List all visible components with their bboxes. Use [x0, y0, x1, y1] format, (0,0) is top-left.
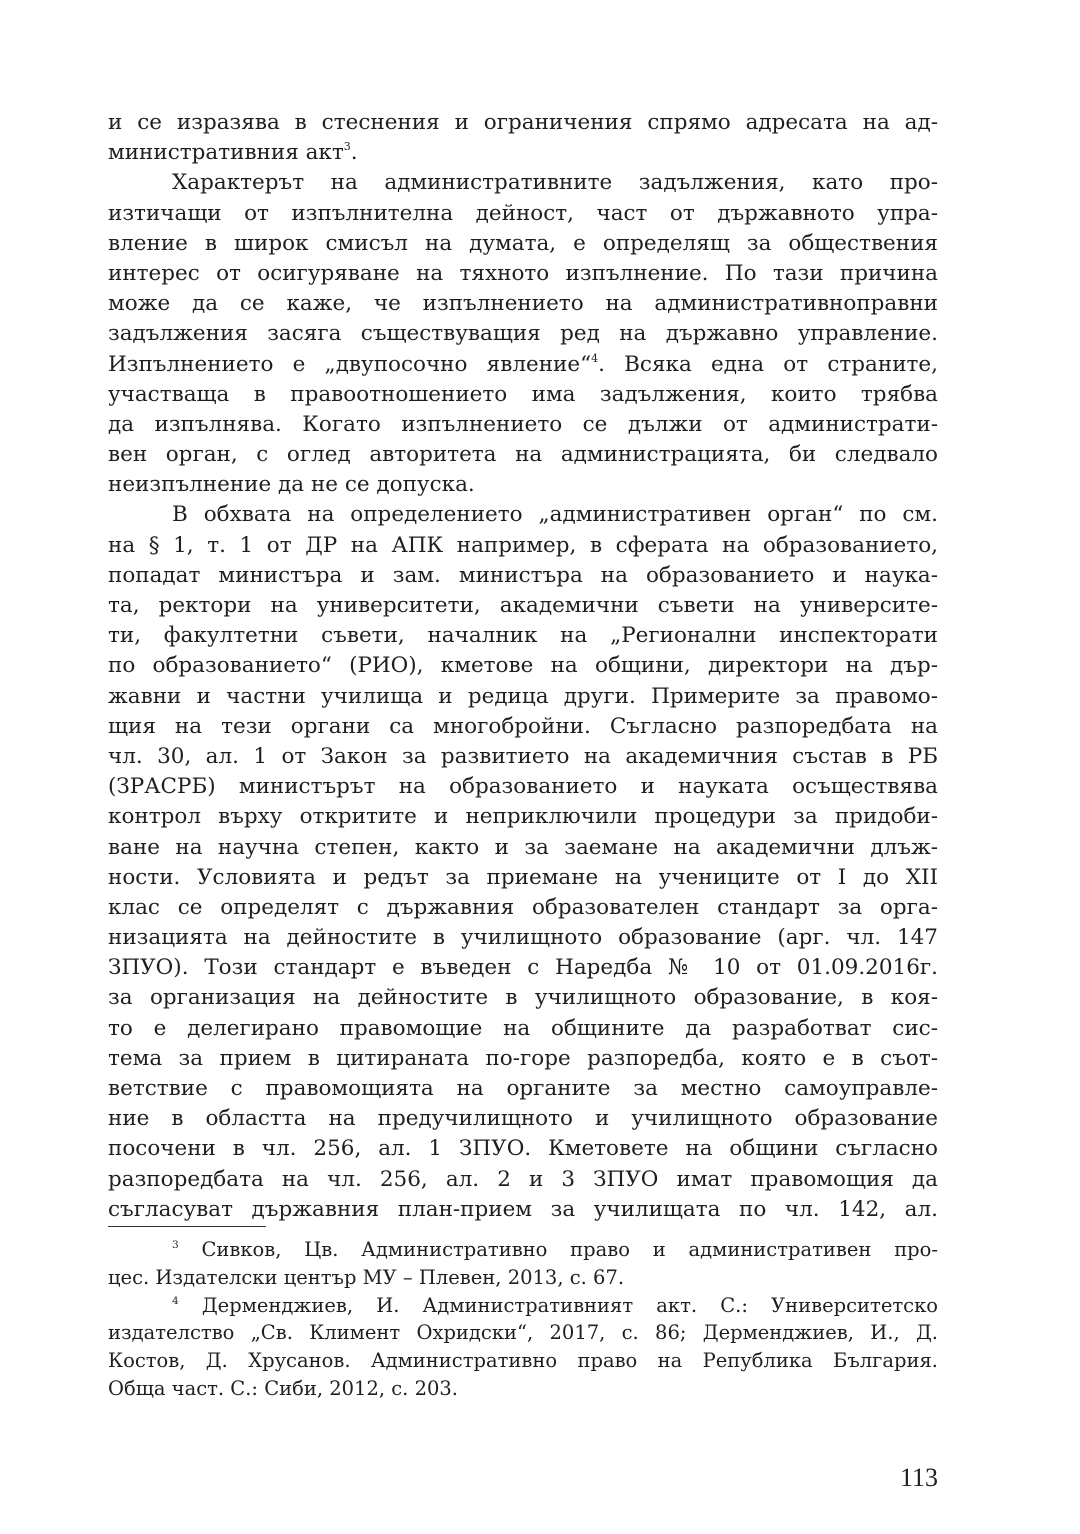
- text-line: на § 1, т. 1 от ДР на АПК например, в сферата на образованието,: [108, 532, 938, 558]
- footnote-3: [108, 1236, 938, 1292]
- footnote-line: издателство „Св. Климент Охридски“, 2017, с. 86; Дерменджиев, И., Д.: [108, 1321, 938, 1345]
- text-line: то е делегирано правомощие на общините да разработват сис-: [108, 1015, 938, 1041]
- text-line: В обхвата на определението „административен орган“ по см.: [172, 502, 938, 528]
- text-line: Характерът на административните задължения, като про-: [172, 170, 938, 196]
- text-line: ти, факултетни съвети, началник на „Регионални инспекторати: [108, 623, 938, 649]
- footnote-ref-3[interactable]: 3: [343, 140, 351, 154]
- footnote-line: Костов, Д. Хрусанов. Административно право на Република България.: [108, 1349, 938, 1373]
- text-line: да изпълнява. Когато изпълнението се дължи от администрати-: [108, 411, 938, 437]
- paragraph-1: [108, 108, 938, 168]
- text-line: клас се определят с държавния образователен стандарт за орга-: [108, 894, 938, 920]
- footnote-line: $^3$ Сивков, Цв. Административно право и административен про-: [172, 1238, 938, 1261]
- paragraph-3: [108, 500, 938, 1225]
- page-number: 113: [899, 1463, 938, 1492]
- text-line: участваща в правоотношението има задължения, които трябва: [108, 381, 938, 407]
- footnote-ref-4[interactable]: 4: [591, 351, 599, 365]
- footnote-line: цес. Издателски център МУ – Плевен, 2013, с. 67.: [108, 1265, 625, 1289]
- text-line: съгласуват държавния план-прием за училищата по чл. 142, ал.: [108, 1196, 938, 1222]
- text-line: може да се каже, че изпълнението на административноправни: [108, 291, 938, 317]
- page-body: [108, 108, 938, 1225]
- footnote-4: [108, 1292, 938, 1403]
- text-line: за организация на дейностите в училищното образование, в коя-: [108, 985, 938, 1011]
- text-line: по образованието“ (РИО), кметове на общини, директори на дър-: [108, 653, 938, 679]
- footnotes: [108, 1236, 938, 1403]
- footnote-line: Обща част. С.: Сиби, 2012, с. 203.: [108, 1376, 459, 1400]
- text-line: министративния акт$^3$.: [108, 140, 358, 166]
- text-line: чл. 30, ал. 1 от Закон за развитието на академичния състав в РБ: [108, 743, 938, 769]
- text-line: разпоредбата на чл. 256, ал. 2 и 3 ЗПУО имат правомощия да: [108, 1166, 938, 1192]
- text-line: задължения засяга съществуващия ред на държавно управление.: [108, 321, 938, 347]
- text-line: низацията на дейностите в училищното образование (арг. чл. 147: [108, 925, 938, 951]
- text-line: ЗПУО). Този стандарт е въведен с Наредба № 10 от 01.09.2016г.: [108, 955, 938, 981]
- text-line: ние в областта на предучилищното и училищното образование: [108, 1106, 938, 1132]
- paragraph-2: [108, 168, 938, 500]
- footnote-marker: 3: [172, 1239, 179, 1251]
- text-line: неизпълнение да не се допуска.: [108, 472, 475, 498]
- text-line: ности. Условията и редът за приемане на учениците от I до XII: [108, 864, 938, 890]
- text-line: та, ректори на университети, академични съвети на университе-: [108, 593, 938, 618]
- text-line: (ЗРАСРБ) министърът на образованието и науката осъществява: [108, 774, 938, 800]
- text-line: жавни и частни училища и редица други. Примерите за правомо-: [108, 683, 938, 709]
- text-line: попадат министъра и зам. министъра на образованието и наука-: [108, 562, 938, 588]
- footnote-separator: [108, 1226, 266, 1227]
- footnote-line: $^4$ Дерменджиев, И. Административният акт. С.: Университетско: [172, 1293, 938, 1317]
- text-line: вление в широк смисъл на думата, е определящ за обществения: [108, 230, 938, 256]
- text-line: контрол върху откритите и неприключили процедури за придоби-: [108, 804, 938, 830]
- text-line: ване на научна степен, както и за заемане на академични длъж-: [108, 834, 938, 860]
- text-line: тема за прием в цитираната по-горе разпоредба, която е в съот-: [108, 1045, 938, 1071]
- text-line: ветствие с правомощията на органите за местно самоуправле-: [108, 1076, 938, 1101]
- footnote-marker: 4: [172, 1294, 179, 1307]
- text-line: посочени в чл. 256, ал. 1 ЗПУО. Кметовете на общини съгласно: [108, 1136, 938, 1162]
- text-line: Изпълнението е „двупосочно явление“$^4$. Всяка една от страните,: [108, 351, 938, 377]
- text-line: и се изразява в стеснения и ограничения спрямо адресата на ад-: [108, 110, 938, 135]
- text-line: щия на тези органи са многобройни. Съгласно разпоредбата на: [108, 713, 938, 739]
- text-line: изтичащи от изпълнителна дейност, част от държавното упра-: [108, 200, 938, 226]
- text-line: интерес от осигуряване на тяхното изпълнение. По тази причина: [108, 260, 938, 286]
- text-line: вен орган, с оглед авторитета на администрацията, би следвало: [108, 442, 938, 468]
